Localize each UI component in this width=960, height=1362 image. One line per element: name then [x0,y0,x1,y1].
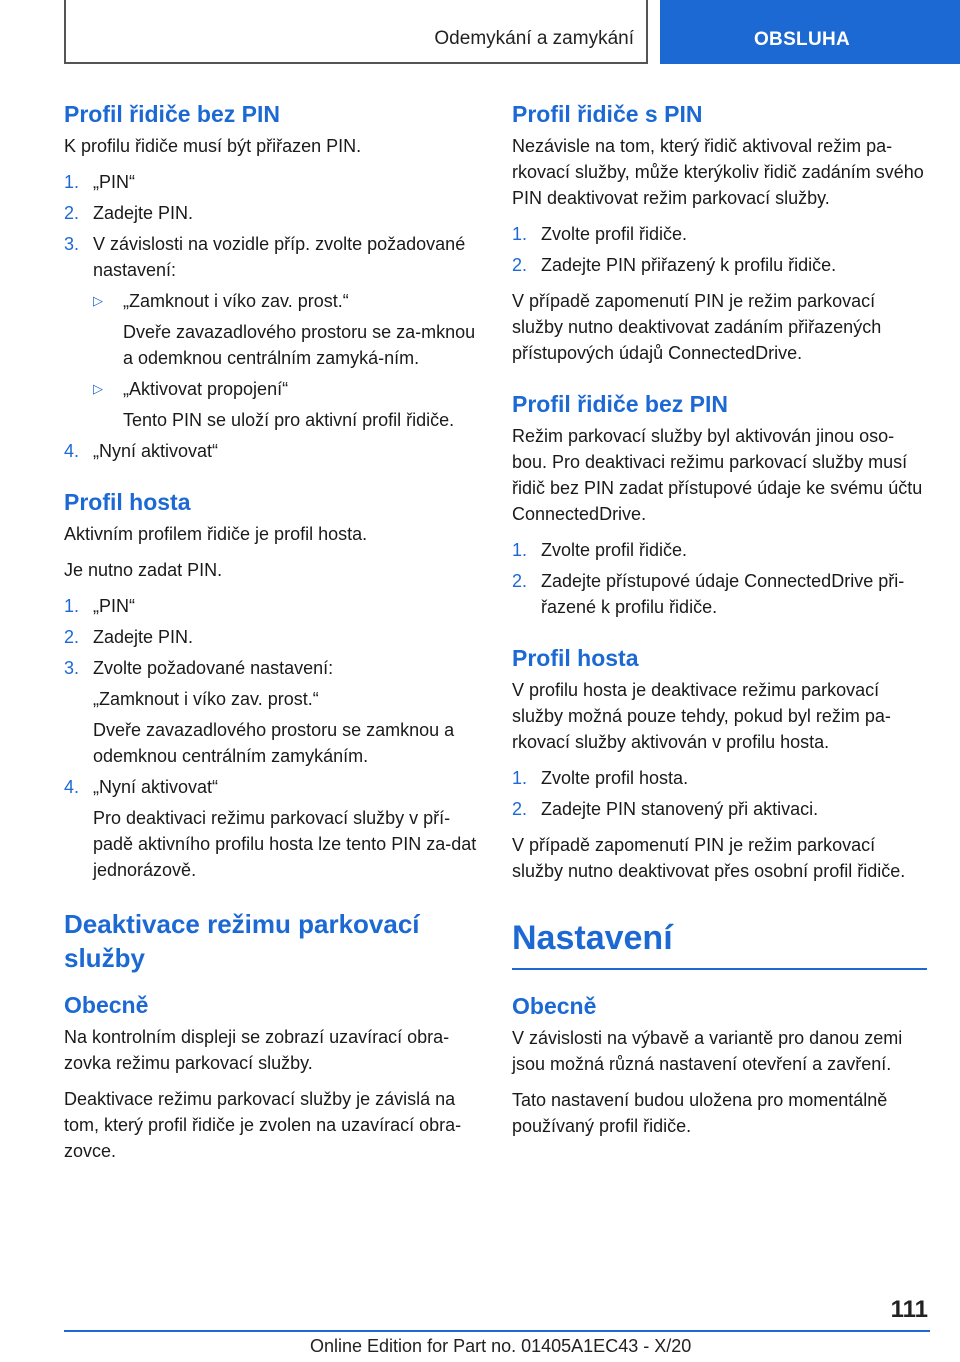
section-heading: Profil hosta [64,489,191,515]
numbered-list [512,221,927,278]
step-number: 4. [64,777,80,797]
option-description: Dveře zavazadlového prostoru se zamknou a odemknou centrálním zamykáním. [93,720,455,766]
paragraph: Tato nastavení budou uložena pro momentálně používaný profil řidiče. [512,1090,888,1136]
option-label: „Zamknout i víko zav. prost.“ [123,291,349,311]
paragraph: Deaktivace režimu parkovací služby je závislá na tom, který profil řidiče je zvolen na uzavírací obra‐zovce. [64,1089,462,1161]
option-label: „Aktivovat propojení“ [123,379,289,399]
chapter-title: Nastavení [512,916,927,970]
list-item [64,438,479,464]
step-number: 2. [512,799,528,819]
edition-note: Online Edition for Part no. 01405A1EC43 - X/20 [310,1336,692,1356]
step-text: Zvolte profil řidiče. [541,540,688,560]
chapter-heading: Deaktivace režimu parkovací služby [64,909,420,973]
paragraph: V případě zapomenutí PIN je režim parkovací služby nutno deaktivovat přes osobní profil řidiče. [512,835,906,881]
list-item [64,231,479,433]
step-number: 4. [64,441,80,461]
option-label: „Zamknout i víko zav. prost.“ [93,689,319,709]
list-item [512,796,927,822]
footer-divider [64,1330,930,1332]
step-text: Zadejte PIN. [93,203,194,223]
list-item [512,537,927,563]
list-item [512,568,927,620]
step-number: 3. [64,658,80,678]
step-number: 2. [64,627,80,647]
option-description: Dveře zavazadlového prostoru se za‐mknou a odemknou centrálním zamyká‐ním. [123,322,476,368]
list-item [64,774,479,883]
step-text: „Nyní aktivovat“ [93,441,219,461]
triangle-bullet-icon: ▷ [93,381,103,396]
sub-item [93,376,479,433]
step-text: „PIN“ [93,596,135,616]
paragraph: Aktivním profilem řidiče je profil hosta. [64,524,368,544]
section-heading: Profil řidiče s PIN [512,101,703,127]
left-column [64,100,479,1174]
right-column [512,100,927,1149]
sub-item [93,288,479,371]
list-item [64,655,479,769]
numbered-list [512,537,927,620]
list-item [64,624,479,650]
step-text: Zadejte přístupové údaje ConnectedDrive při‐řazené k profilu řidiče. [541,571,905,617]
section-heading: Obecně [512,993,597,1019]
step-text: Zadejte PIN stanovený při aktivaci. [541,799,819,819]
list-item [64,200,479,226]
step-text: Zadejte PIN. [93,627,194,647]
paragraph: K profilu řidiče musí být přiřazen PIN. [64,136,362,156]
step-number: 2. [512,571,528,591]
step-number: 1. [64,172,80,192]
section-heading: Obecně [64,992,149,1018]
paragraph: Nezávisle na tom, který řidič aktivoval režim pa‐rkovací služby, může kterýkoliv řidič zadáním svého PIN deaktivovat režim parkovací služby. [512,136,924,208]
numbered-list [512,765,927,822]
section-heading: Profil řidiče bez PIN [64,101,280,127]
step-number: 1. [512,540,528,560]
paragraph: V případě zapomenutí PIN je režim parkovací služby nutno deaktivovat zadáním přiřazených přístupových údajů ConnectedDrive. [512,291,882,363]
paragraph: V profilu hosta je deaktivace režimu parkovací služby možná pouze tehdy, pokud byl režim pa‐rkovací služby aktivován v profilu hosta. [512,680,891,752]
section-heading: Profil hosta [512,645,639,671]
list-item [512,765,927,791]
step-text: Zvolte profil hosta. [541,768,689,788]
list-item [512,252,927,278]
list-item [64,169,479,195]
list-item [512,221,927,247]
step-text: Zvolte požadované nastavení: [93,658,334,678]
step-text: V závislosti na vozidle příp. zvolte požadované nastavení: [93,234,466,280]
step-number: 1. [512,224,528,244]
numbered-list [64,169,479,464]
section-heading: Profil řidiče bez PIN [512,391,728,417]
step-text: Zadejte PIN přiřazený k profilu řidiče. [541,255,837,275]
step-note: Pro deaktivaci režimu parkovací služby v pří‐padě aktivního profilu hosta lze tento PIN za‐dat jednorázově. [93,808,477,880]
paragraph: V závislosti na výbavě a variantě pro danou zemi jsou možná různá nastavení otevření a zavření. [512,1028,903,1074]
numbered-list [64,593,479,883]
paragraph: Režim parkovací služby byl aktivován jinou oso‐bou. Pro deaktivaci režimu parkovací služby musí řidič bez PIN zadat přístupové údaje ke svému účtu ConnectedDrive. [512,426,923,524]
header-section-title: Odemykání a zamykání [434,28,634,49]
step-text: Zvolte profil řidiče. [541,224,688,244]
list-item [64,593,479,619]
header-chapter-tab: OBSLUHA [660,0,960,64]
step-number: 1. [64,596,80,616]
step-number: 1. [512,768,528,788]
page-number: 111 [890,1296,928,1323]
step-number: 3. [64,234,80,254]
step-text: „PIN“ [93,172,135,192]
option-description: Tento PIN se uloží pro aktivní profil řidiče. [123,410,455,430]
step-number: 2. [64,203,80,223]
paragraph: Je nutno zadat PIN. [64,560,223,580]
step-text: „Nyní aktivovat“ [93,777,219,797]
step-number: 2. [512,255,528,275]
triangle-bullet-icon: ▷ [93,293,103,308]
paragraph: Na kontrolním displeji se zobrazí uzavírací obra‐zovka režimu parkovací služby. [64,1027,450,1073]
